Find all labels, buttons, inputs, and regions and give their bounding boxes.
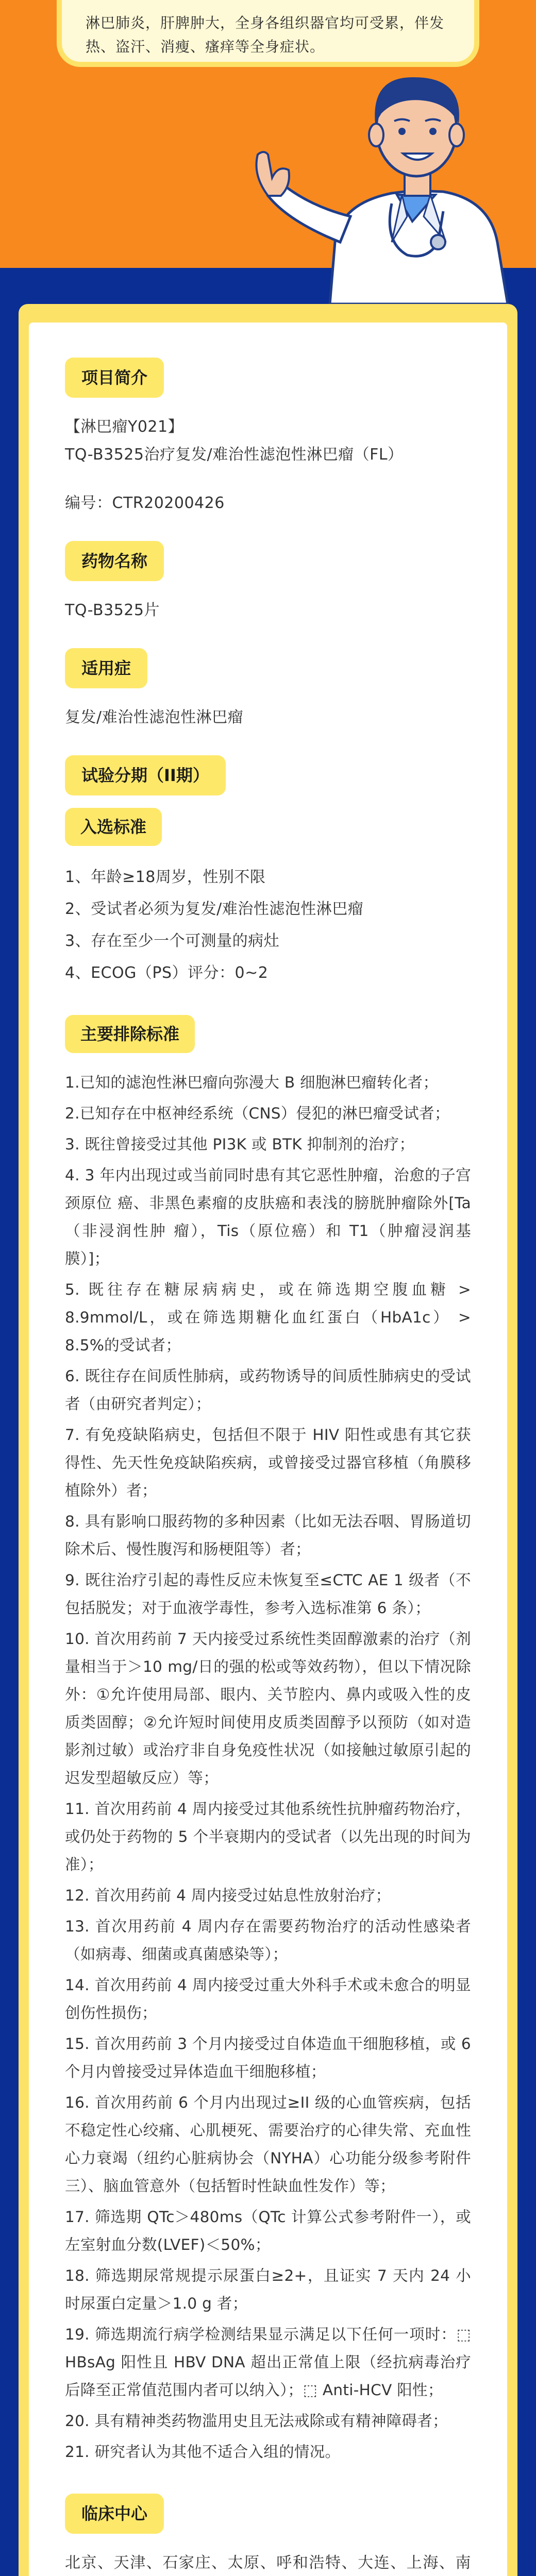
list-item: 12. 首次用药前 4 周内接受过姑息性放射治疗； — [65, 1887, 391, 1904]
list-item: 1、年龄≥18周岁，性别不限 — [65, 868, 266, 886]
list-item: 6. 既往存在间质性肺病，或药物诱导的间质性肺病史的受试者（由研究者判定）； — [65, 1367, 471, 1413]
list-item: 4. 3 年内出现过或当前同时患有其它恶性肿瘤，治愈的子宫颈原位 癌、非黑色素瘤的皮肤癌和表浅的膀胱肿瘤除外[Ta（非浸润性肿 瘤），Tis（原位癌）和 T1（肿瘤浸润基膜）]； — [65, 1166, 471, 1267]
list-item: 5. 既往存在糖尿病病史，或在筛选期空腹血糖 > 8.9mmol/L，或在筛选期糖化血红蛋白（HbA1c） > 8.5%的受试者； — [65, 1281, 471, 1354]
hero-banner — [0, 0, 536, 304]
section-title-project: 项目简介 — [65, 358, 164, 398]
project-description — [65, 413, 471, 517]
list-item: 2.已知存在中枢神经系统（CNS）侵犯的淋巴瘤受试者； — [65, 1105, 450, 1122]
section-title-drug: 药物名称 — [65, 541, 164, 581]
list-item: 18. 筛选期尿常规提示尿蛋白≥2+，且证实 7 天内 24 小时尿蛋白定量＞1.0 g 者； — [65, 2267, 471, 2312]
list-item: 1.已知的滤泡性淋巴瘤向弥漫大 B 细胞淋巴瘤转化者； — [65, 1074, 439, 1091]
list-item: 3、存在至少一个可测量的病灶 — [65, 932, 280, 950]
drug-name: TQ-B3525片 — [65, 601, 160, 619]
project-registration-number: 编号：CTR20200426 — [65, 494, 225, 512]
list-item: 20. 具有精神类药物滥用史且无法戒除或有精神障碍者； — [65, 2412, 448, 2430]
indication-value: 复发/难治性滤泡性淋巴瘤 — [65, 708, 244, 726]
intro-text-line-2: 热、盗汗、消瘦、瘙痒等全身症状。 — [86, 38, 325, 55]
list-item: 4、ECOG（PS）评分：0~2 — [65, 964, 269, 982]
intro-text-line-1: 淋巴肺炎，肝脾肿大，全身各组织器官均可受累，伴发 — [86, 14, 445, 31]
exclusion-list — [65, 1069, 471, 2466]
section-title-indication: 适用症 — [65, 648, 147, 688]
section-title-centers: 临床中心 — [65, 2494, 164, 2534]
section-title-exclusion: 主要排除标准 — [65, 1015, 195, 1053]
list-item: 11. 首次用药前 4 周内接受过其他系统性抗肿瘤药物治疗，或仍处于药物的 5 个半衰期内的受试者（以先出现的时间为准）； — [65, 1800, 471, 1873]
inclusion-list — [65, 861, 471, 989]
list-item: 16. 首次用药前 6 个月内出现过≥II 级的心血管疾病，包括不稳定性心绞痛、心肌梗死、需要治疗的心律失常、充血性心力衰竭（纽约心脏病协会（NYHA）心功能分级参考附件三）、脑血管意外（包括暂时性缺血性发作）等； — [65, 2094, 471, 2195]
list-item: 19. 筛选期流行病学检测结果显示满足以下任何一项时：⬚ HBsAg 阳性且 HBV DNA 超出正常值上限（经抗病毒治疗后降至正常值范围内者可以纳入）；⬚ Anti-HCV 阳性； — [65, 2326, 471, 2399]
list-item: 17. 筛选期 QTc＞480ms（QTc 计算公式参考附件一），或左室射血分数(LVEF)＜50%； — [65, 2208, 471, 2253]
list-item: 3. 既往曾接受过其他 PI3K 或 BTK 抑制剂的治疗； — [65, 1136, 415, 1153]
section-title-inclusion: 入选标准 — [65, 808, 162, 846]
list-item: 21. 研究者认为其他不适合入组的情况。 — [65, 2443, 341, 2461]
list-item: 14. 首次用药前 4 周内接受过重大外科手术或未愈合的明显创伤性损伤； — [65, 1976, 471, 2022]
list-item: 10. 首次用药前 7 天内接受过系统性类固醇激素的治疗（剂量相当于＞10 mg/日的强的松或等效药物），但以下情况除外：①允许使用局部、眼内、关节腔内、鼻内或吸入性的皮质类固醇；②允许短时间使用皮质类固醇予以预防（如对造影剂过敏）或治疗非自身免疫性状况（如接触过敏原引起的迟发型超敏反应）等； — [65, 1630, 471, 1787]
section-title-phase: 试验分期（II期） — [65, 755, 226, 795]
list-item: 8. 具有影响口服药物的多种因素（比如无法吞咽、胃肠道切除术后、慢性腹泻和肠梗阻等）者； — [65, 1513, 471, 1558]
list-item: 7. 有免疫缺陷病史，包括但不限于 HIV 阳性或患有其它获得性、先天性免疫缺陷疾病，或曾接受过器官移植（角膜移植除外）者； — [65, 1426, 471, 1499]
project-title: TQ-B3525治疗复发/难治性滤泡性淋巴瘤（FL） — [65, 446, 404, 464]
content-panel — [29, 323, 507, 2576]
content-frame — [19, 304, 517, 2576]
doctor-illustration — [0, 0, 536, 304]
project-code-name: 【淋巴瘤Y021】 — [65, 418, 184, 436]
list-item: 9. 既往治疗引起的毒性反应未恢复至≤CTC AE 1 级者（不包括脱发；对于血液学毒性，参考入选标准第 6 条）； — [65, 1571, 471, 1617]
center-cities: 北京、天津、石家庄、太原、呼和浩特、大连、上海、南 — [65, 2554, 471, 2572]
list-item: 15. 首次用药前 3 个月内接受过自体造血干细胞移植，或 6 个月内曾接受过异体造血干细胞移植； — [65, 2035, 471, 2080]
list-item: 2、受试者必须为复发/难治性滤泡性淋巴瘤 — [65, 900, 364, 918]
list-item: 13. 首次用药前 4 周内存在需要药物治疗的活动性感染者（如病毒、细菌或真菌感染等）； — [65, 1918, 471, 1963]
